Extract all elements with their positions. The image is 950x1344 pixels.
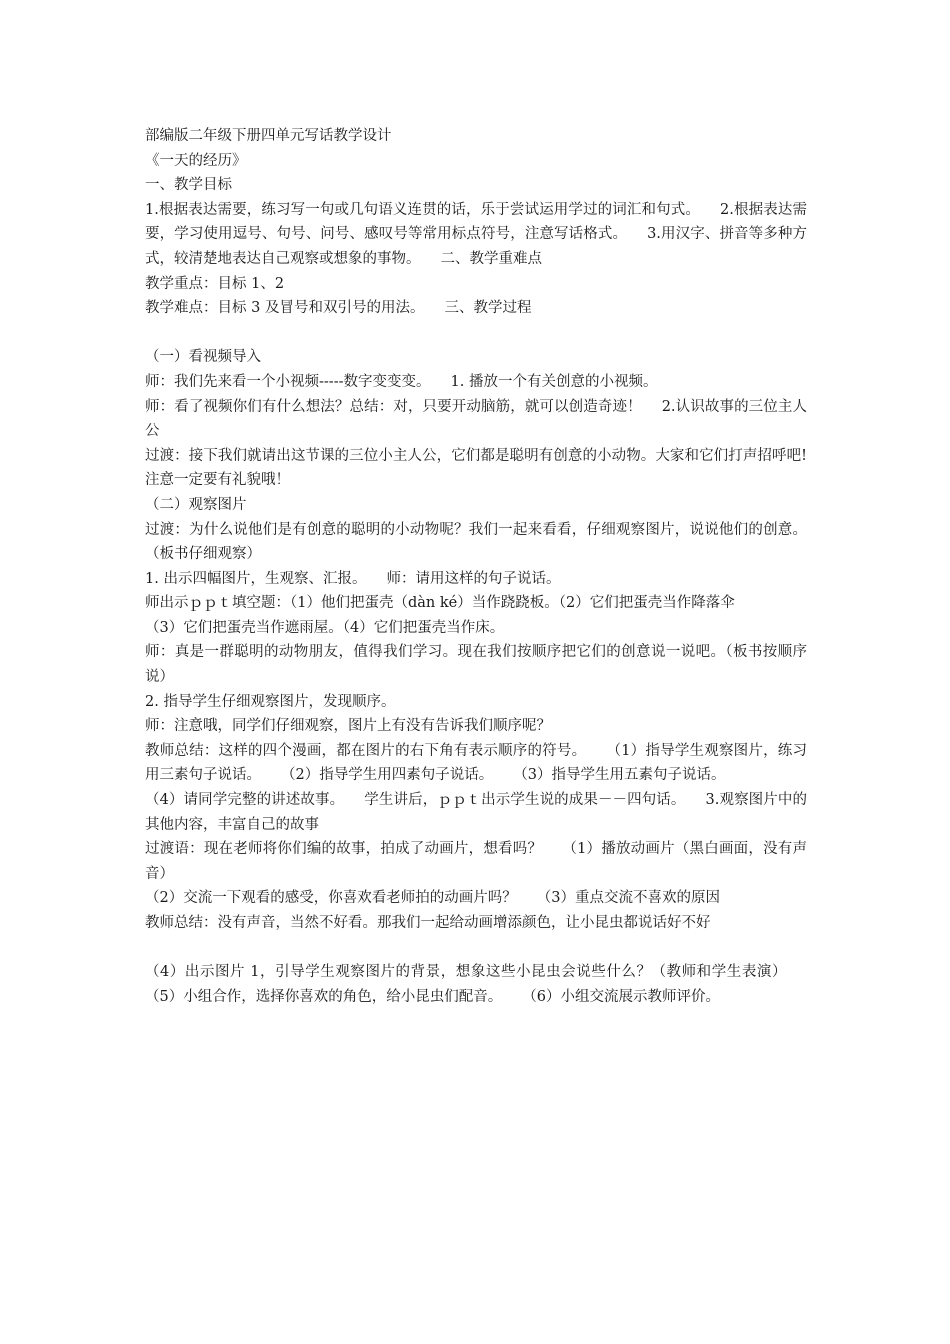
part1-heading: （一）看视频导入 xyxy=(145,349,261,366)
part2-paragraph-4: （3）它们把蛋壳当作遮雨屋。（4）它们把蛋壳当作床。 xyxy=(145,619,505,636)
section-heading-goals: 一、教学目标 xyxy=(145,177,232,194)
goal-1: 1.根据表达需要，练习写一句或几句语义连贯的话，乐于尝试运用学过的词汇和句式。 xyxy=(145,201,701,218)
goal-2: 2.根据表达需要，学习使用逗号、句号、问号、感叹号等常用标点符号，注意写话格式。 xyxy=(145,201,807,243)
part2-paragraph-13: （4）出示图片 1，引导学生观察图片的背景，想象这些小昆虫会说些什么？（教师和学生表演）（5）小组合作，选择你喜欢的角色，给小昆虫们配音。 （6）小组交流展示教师评价。 xyxy=(145,964,787,1005)
document-subtitle: 《一天的经历》 xyxy=(145,152,247,169)
part2-paragraph-11: （2）交流一下观看的感受，你喜欢看老师拍的动画片吗？ （3）重点交流不喜欢的原因 xyxy=(145,890,720,907)
document-page xyxy=(145,124,807,1009)
part1-paragraph-1: 师：我们先来看一个小视频-----数字变变变。 1. 播放一个有关创意的小视频。 xyxy=(145,373,658,390)
part2-paragraph-5: 师：真是一群聪明的动物朋友，值得我们学习。现在我们按顺序把它们的创意说一说吧。（板书按顺序说） xyxy=(145,644,807,686)
part2-paragraph-10: 过渡语：现在老师将你们编的故事，拍成了动画片，想看吗？ （1）播放动画片（黑白画面，没有声音） xyxy=(145,841,807,882)
part2-paragraph-9: （4）请同学完整的讲述故事。 学生讲后，ｐｐｔ出示学生说的成果－－四句话。 3.观察图片中的其他内容，丰富自己的故事 xyxy=(145,792,807,833)
section-heading-key-points: 二、教学重难点 xyxy=(440,250,542,267)
part2-paragraph-12: 教师总结：没有声音，当然不好看。那我们一起给动画增添颜色，让小昆虫都说话好不好 xyxy=(145,915,711,931)
difficult-point-line xyxy=(145,296,807,321)
document-title: 部编版二年级下册四单元写话教学设计 xyxy=(145,128,392,144)
part1-paragraph-2: 师：看了视频你们有什么想法？总结：对，只要开动脑筋，就可以创造奇迹！ 2.认识故事的三位主人公 xyxy=(145,398,807,440)
part2-paragraph-6: 2. 指导学生仔细观察图片，发现顺序。 xyxy=(145,693,396,710)
part2-paragraph-7: 师：注意哦，同学们仔细观察，图片上有没有告诉我们顺序呢？ xyxy=(145,718,551,735)
part2-paragraph-8: 教师总结：这样的四个漫画，都在图片的右下角有表示顺序的符号。 （1）指导学生观察图片，练习用三素句子说话。 （2）指导学生用四素句子说话。 （3）指导学生用五素句子说话。 xyxy=(145,742,808,784)
part1-paragraph-3: 过渡：接下我们就请出这节课的三位小主人公，它们都是聪明有创意的小动物。大家和它们打声招呼吧!注意一定要有礼貌哦！ xyxy=(145,447,807,489)
goal-3: 3.用汉字、拼音等多种方式，较清楚地表达自己观察或想象的事物。 xyxy=(145,226,807,267)
part2-paragraph-3: 师出示ｐｐｔ填空题：（1）他们把蛋壳（dàn ké）当作跷跷板。（2）它们把蛋壳当作降落伞 xyxy=(145,595,735,612)
key-point: 教学重点：目标 1、2 xyxy=(145,275,285,292)
part2-paragraph-2: 1. 出示四幅图片，生观察、汇报。 师：请用这样的句子说话。 xyxy=(145,570,561,587)
part2-paragraph-1: 过渡：为什么说他们是有创意的聪明的小动物呢？我们一起来看看，仔细观察图片，说说他们的创意。（板书仔细观察） xyxy=(145,521,807,563)
goals-paragraph xyxy=(145,198,807,272)
section-heading-process: 三、教学过程 xyxy=(444,300,532,317)
difficult-point: 教学难点：目标 3 及冒号和双引号的用法。 xyxy=(145,300,425,317)
part2-heading: （二）观察图片 xyxy=(145,496,247,513)
